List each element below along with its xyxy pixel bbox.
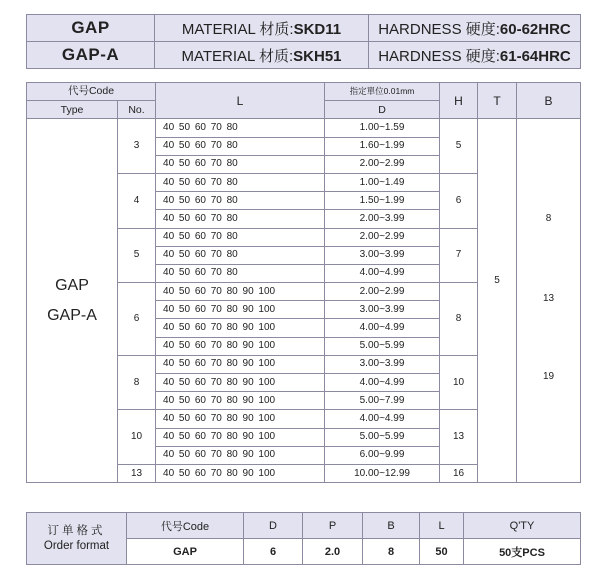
order-value-qty: 50支PCS [464, 539, 581, 565]
d-header: D [325, 101, 440, 119]
l-values-cell: 40 50 60 70 80 [156, 137, 325, 155]
hardness-value: 60-62HRC [499, 20, 571, 38]
no-cell: 8 [118, 355, 156, 410]
l-values-cell: 40 50 60 70 80 90 100 [156, 374, 325, 392]
order-value-code: GAP [127, 539, 244, 565]
no-header: No. [118, 101, 156, 119]
material-type: GAP-A [27, 42, 155, 69]
h-cell: 6 [440, 173, 478, 228]
d-range-cell: 4.00~4.99 [325, 264, 440, 282]
order-header-code: 代号Code [127, 513, 244, 539]
l-values-cell: 40 50 60 70 80 90 100 [156, 446, 325, 464]
material-value: SKH51 [293, 47, 342, 65]
l-values-cell: 40 50 60 70 80 [156, 246, 325, 264]
t-header: T [478, 83, 517, 119]
no-cell: 10 [118, 410, 156, 465]
order-header-l: L [420, 513, 464, 539]
d-range-cell: 2.00~3.99 [325, 210, 440, 228]
l-values-cell: 40 50 60 70 80 [156, 228, 325, 246]
material-value: SKD11 [293, 20, 342, 38]
type-label: GAP [55, 276, 89, 294]
code-header: 代号Code [27, 83, 156, 101]
d-range-cell: 1.00~1.59 [325, 119, 440, 137]
no-cell: 13 [118, 464, 156, 482]
b-value: 8 [545, 213, 552, 225]
material-info [155, 42, 369, 69]
order-value-l: 50 [420, 539, 464, 565]
l-values-cell: 40 50 60 70 80 [156, 264, 325, 282]
type-header: Type [27, 101, 118, 119]
h-cell: 5 [440, 119, 478, 174]
l-values-cell: 40 50 60 70 80 90 100 [156, 392, 325, 410]
order-value-b: 8 [363, 539, 420, 565]
l-values-cell: 40 50 60 70 80 90 100 [156, 301, 325, 319]
d-range-cell: 6.00~9.99 [325, 446, 440, 464]
order-header-d: D [244, 513, 303, 539]
order-header-b: B [363, 513, 420, 539]
no-cell: 5 [118, 228, 156, 283]
t-cell: 5 [478, 119, 517, 483]
l-values-cell: 40 50 60 70 80 [156, 173, 325, 191]
d-range-cell: 5.00~5.99 [325, 428, 440, 446]
order-header-p: P [303, 513, 363, 539]
h-cell: 8 [440, 283, 478, 356]
no-cell: 3 [118, 119, 156, 174]
order-value-p: 2.0 [303, 539, 363, 565]
b-value: 19 [542, 371, 555, 383]
d-range-cell: 2.00~2.99 [325, 283, 440, 301]
l-values-cell: 40 50 60 70 80 90 100 [156, 410, 325, 428]
hardness-info [369, 42, 581, 69]
hardness-label: HARDNESS 硬度: [378, 47, 500, 65]
b-cell [517, 119, 581, 483]
d-range-cell: 3.00~3.99 [325, 355, 440, 373]
d-range-cell: 1.00~1.49 [325, 173, 440, 191]
no-cell: 4 [118, 173, 156, 228]
d-unit-header: 指定單位0.01mm [325, 83, 440, 101]
h-cell: 7 [440, 228, 478, 283]
l-values-cell: 40 50 60 70 80 [156, 192, 325, 210]
l-header: L [156, 83, 325, 119]
spec-table [26, 82, 581, 483]
h-cell: 10 [440, 355, 478, 410]
d-range-cell: 4.00~4.99 [325, 319, 440, 337]
d-range-cell: 4.00~4.99 [325, 374, 440, 392]
order-header-qty: Q'TY [464, 513, 581, 539]
type-label: GAP-A [47, 306, 97, 324]
d-range-cell: 10.00~12.99 [325, 464, 440, 482]
l-values-cell: 40 50 60 70 80 90 100 [156, 355, 325, 373]
l-values-cell: 40 50 60 70 80 90 100 [156, 319, 325, 337]
d-range-cell: 2.00~2.99 [325, 228, 440, 246]
material-table [26, 14, 581, 69]
d-range-cell: 3.00~3.99 [325, 246, 440, 264]
b-header: B [517, 83, 581, 119]
order-format-label [27, 513, 127, 565]
l-values-cell: 40 50 60 70 80 90 100 [156, 283, 325, 301]
d-range-cell: 1.60~1.99 [325, 137, 440, 155]
l-values-cell: 40 50 60 70 80 90 100 [156, 337, 325, 355]
order-format-label-en: Order format [43, 539, 110, 552]
no-cell: 6 [118, 283, 156, 356]
l-values-cell: 40 50 60 70 80 90 100 [156, 428, 325, 446]
material-type: GAP [27, 15, 155, 42]
material-label: MATERIAL 材质: [181, 20, 294, 38]
l-values-cell: 40 50 60 70 80 [156, 210, 325, 228]
d-range-cell: 2.00~2.99 [325, 155, 440, 173]
material-label: MATERIAL 材质: [181, 47, 294, 65]
spec-row [27, 119, 581, 137]
l-values-cell: 40 50 60 70 80 90 100 [156, 464, 325, 482]
h-cell: 13 [440, 410, 478, 465]
d-range-cell: 5.00~5.99 [325, 337, 440, 355]
h-cell: 16 [440, 464, 478, 482]
order-format-label-cn: 订单格式 [47, 525, 106, 538]
type-cell [27, 119, 118, 483]
l-values-cell: 40 50 60 70 80 [156, 155, 325, 173]
b-value: 13 [542, 293, 555, 305]
d-range-cell: 1.50~1.99 [325, 192, 440, 210]
h-header: H [440, 83, 478, 119]
material-row [27, 42, 581, 69]
d-range-cell: 4.00~4.99 [325, 410, 440, 428]
l-values-cell: 40 50 60 70 80 [156, 119, 325, 137]
order-value-d: 6 [244, 539, 303, 565]
order-format-table [26, 512, 581, 565]
material-row [27, 15, 581, 42]
hardness-value: 61-64HRC [499, 47, 571, 65]
material-info [155, 15, 369, 42]
hardness-info [369, 15, 581, 42]
hardness-label: HARDNESS 硬度: [378, 20, 500, 38]
d-range-cell: 5.00~7.99 [325, 392, 440, 410]
d-range-cell: 3.00~3.99 [325, 301, 440, 319]
